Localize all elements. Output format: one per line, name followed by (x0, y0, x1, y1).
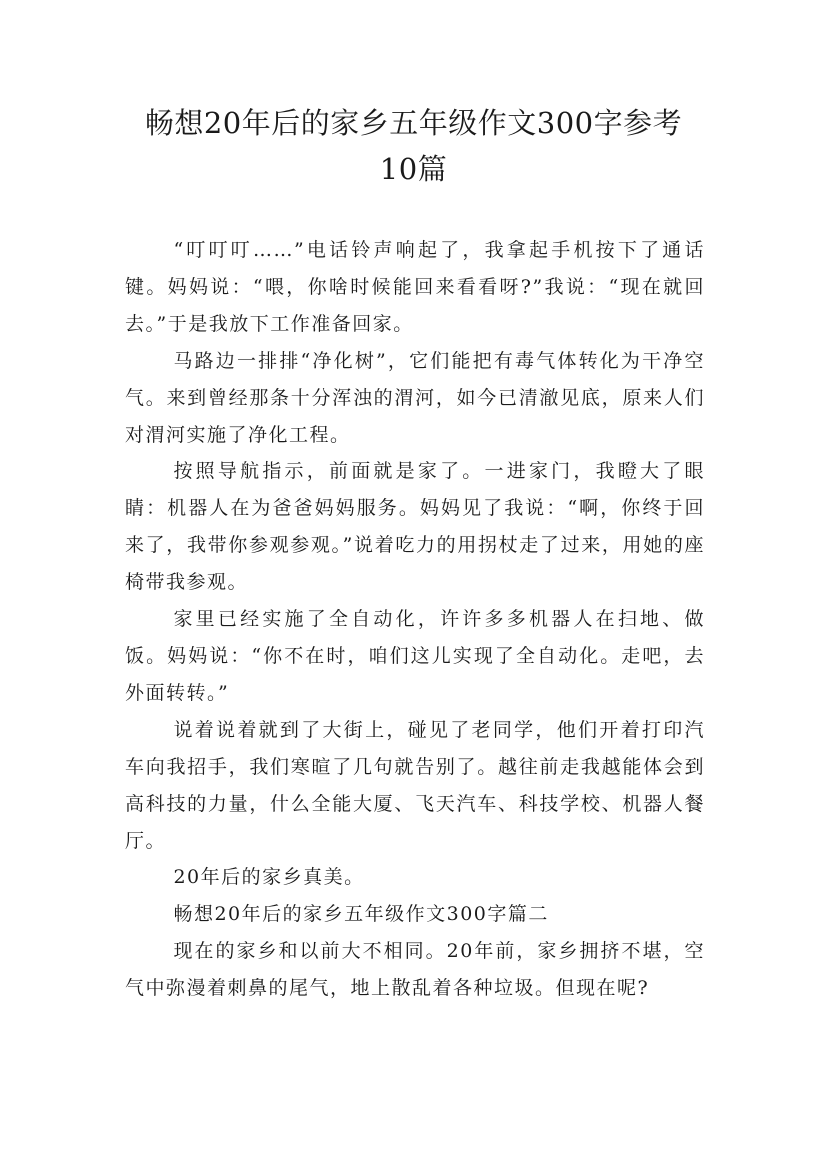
title-line-1: 畅想20年后的家乡五年级作文300字参考 (144, 106, 683, 140)
document-body (125, 232, 705, 1007)
section-heading: 畅想20年后的家乡五年级作文300字篇二 (173, 903, 549, 926)
paragraph: “叮叮叮……”电话铃声响起了，我拿起手机按下了通话键。妈妈说：“喂，你啥时候能回来看看呀?”我说：“现在就回去。”于是我放下工作准备回家。 (125, 239, 705, 335)
title-line-2: 10篇 (379, 152, 448, 186)
paragraph: 现在的家乡和以前大不相同。20年前，家乡拥挤不堪，空气中弥漫着刺鼻的尾气，地上散乱着各种垃圾。但现在呢? (125, 940, 705, 1000)
paragraph: 按照导航指示，前面就是家了。一进家门，我瞪大了眼睛：机器人在为爸爸妈妈服务。妈妈见了我说：“啊，你终于回来了，我带你参观参观。”说着吃力的用拐杖走了过来，用她的座椅带我参观。 (125, 460, 705, 594)
paragraph: 马路边一排排“净化树”，它们能把有毒气体转化为干净空气。来到曾经那条十分浑浊的渭河，如今已清澈见底，原来人们对渭河实施了净化工程。 (125, 349, 705, 446)
paragraph: 家里已经实施了全自动化，许许多多机器人在扫地、做饭。妈妈说：“你不在时，咱们这儿实现了全自动化。走吧，去外面转转。” (125, 608, 705, 704)
paragraph: 说着说着就到了大街上，碰见了老同学，他们开着打印汽车向我招手，我们寒暄了几句就告别了。越往前走我越能体会到高科技的力量，什么全能大厦、飞天汽车、科技学校、机器人餐厅。 (125, 718, 705, 852)
paragraph: 20年后的家乡真美。 (173, 866, 365, 889)
document-title (110, 100, 717, 192)
